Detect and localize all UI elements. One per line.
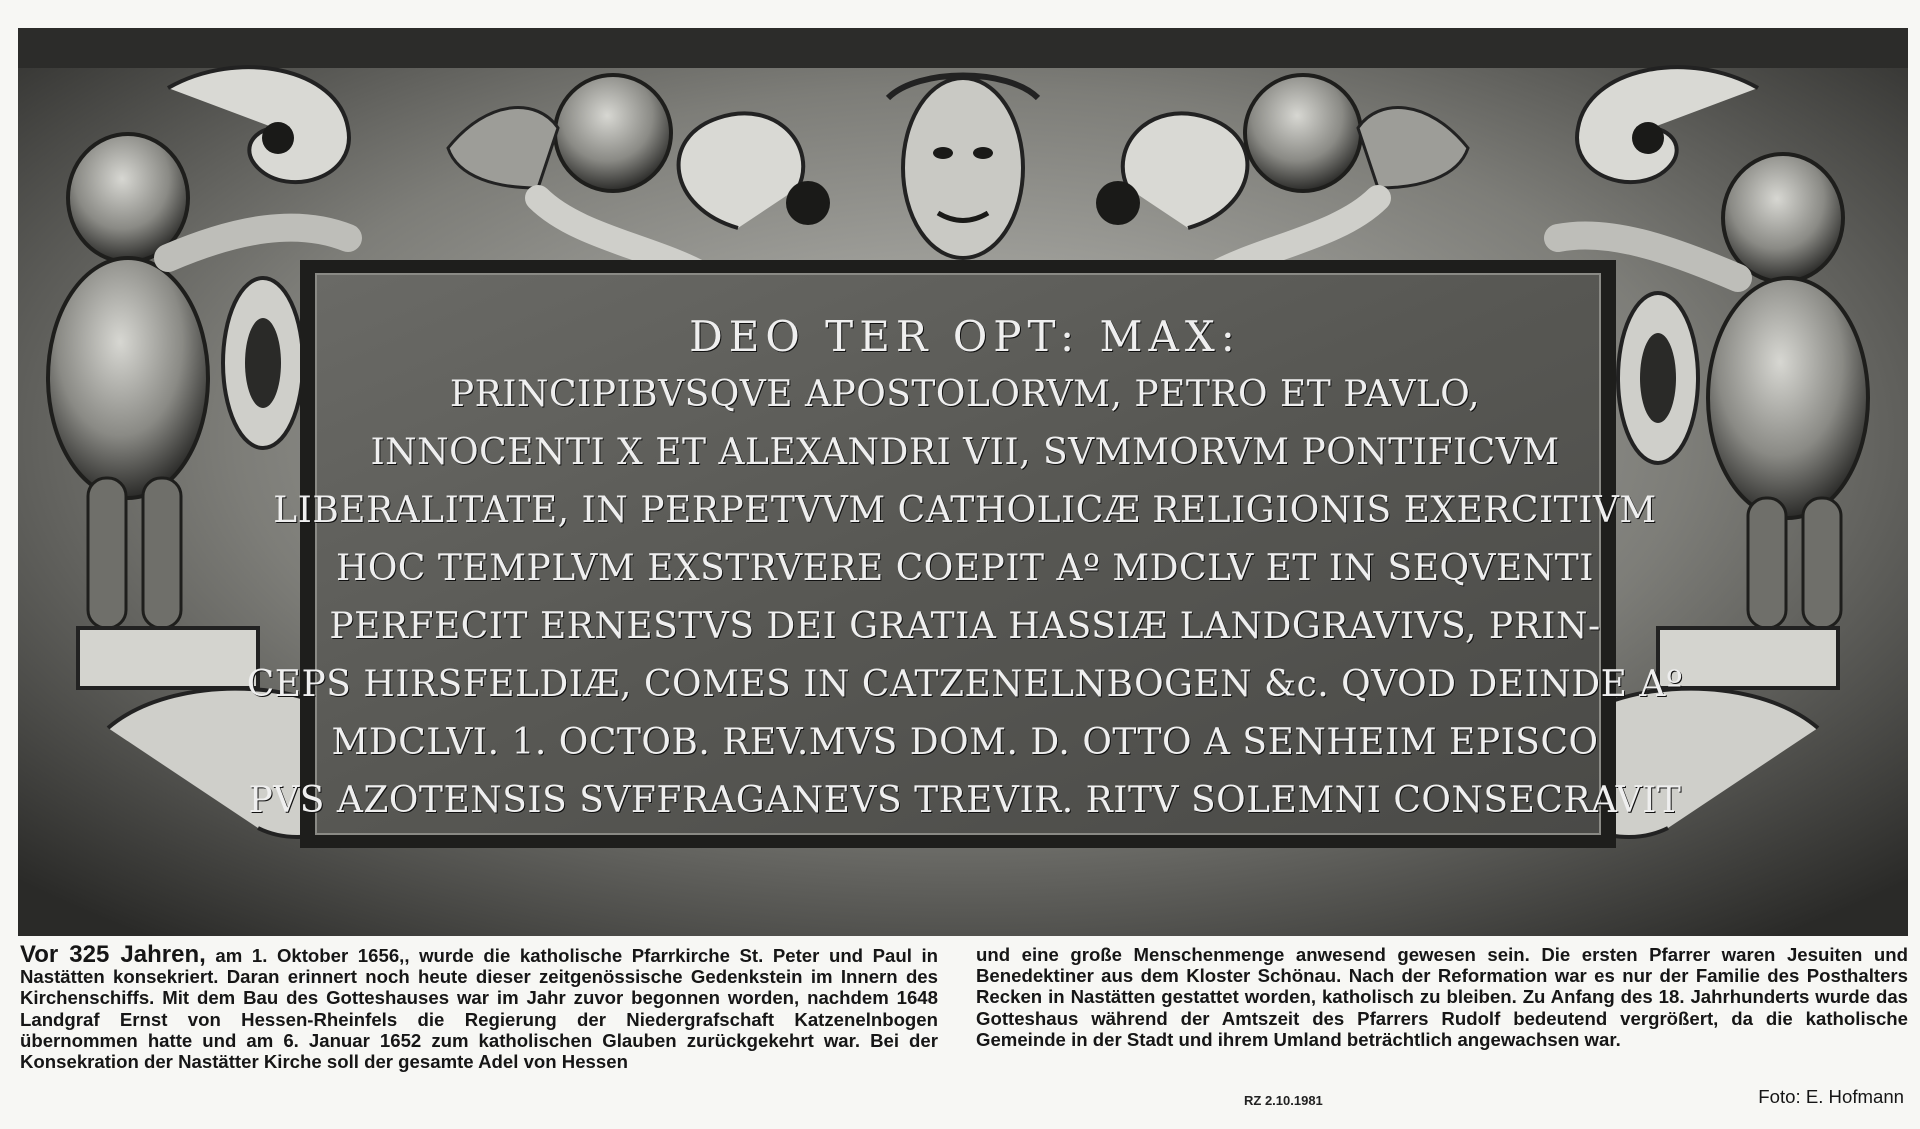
clipping-reference: RZ 2.10.1981 bbox=[1244, 1093, 1323, 1108]
plaque-line: PERFECIT ERNESTVS DEI GRATIA HASSIÆ LANDGRAVIVS, PRIN- bbox=[329, 606, 1601, 647]
plaque-line: PRINCIPIBVSQVE APOSTOLORVM, PETRO ET PAVLO, bbox=[449, 374, 1481, 415]
memorial-stone-photo bbox=[18, 28, 1908, 936]
plaque-line: DEO TER OPT: MAX: bbox=[689, 312, 1241, 361]
plaque-line: HOC TEMPLVM EXSTRVERE COEPIT Aº MDCLV ET IN SEQVENTI bbox=[335, 548, 1595, 589]
caption-left-column bbox=[20, 941, 938, 1073]
caption-right-column: und eine große Menschenmenge anwesend gewesen sein. Die ersten Pfarrer waren Jesuiten und Benedektiner aus dem Kloster Schönau. Nach der Reformation war es nur der Familie des Posthalters Recken in Nastätten gestattet worden, katholisch zu bleiben. Zu Anfang des 18. Jahrhunderts wurde das Gotteshaus während der Amtszeit des Pfarrers Rudolf bedeutend vergrößert, da die katholische Gemeinde in der Stadt und ihrem Umland beträchtlich angewachsen war. bbox=[976, 944, 1908, 1050]
plaque-line: MDCLVI. 1. OCTOB. REV.MVS DOM. D. OTTO A SENHEIM EPISCO bbox=[331, 722, 1599, 763]
caption-left-text: am 1. Oktober 1656,, wurde die katholische Pfarrkirche St. Peter und Paul in Nastätten konsekriert. Daran erinnert noch heute dieser zeitgenössische Gedenkstein im Innern des Kirchenschiffs. Mit dem Bau des Gotteshauses war im Jahr zuvor begonnen worden, nachdem 1648 Landgraf Ernst von Hessen-Rheinfels die Regierung der Niedergrafschaft Katzenelnbogen übernommen hatte und am 6. Januar 1652 zum katholischen Glauben zurückgekehrt war. Bei der Konsekration der Nastätter Kirche soll der gesamte Adel von Hessen bbox=[20, 945, 938, 1073]
plaque-line: INNOCENTI X ET ALEXANDRI VII, SVMMORVM PONTIFICVM bbox=[370, 432, 1560, 473]
photo-credit: Foto: E. Hofmann bbox=[1758, 1086, 1904, 1107]
caption-lead: Vor 325 Jahren, bbox=[20, 941, 206, 968]
plaque-line: PVS AZOTENSIS SVFFRAGANEVS TREVIR. RITV SOLEMNI CONSECRAVIT bbox=[248, 780, 1682, 821]
plaque-line: CEPS HIRSFELDIÆ, COMES IN CATZENELNBOGEN &c. QVOD DEINDE Aº bbox=[246, 664, 1684, 705]
plaque-inscription bbox=[246, 312, 1684, 824]
plaque-line: LIBERALITATE, IN PERPETVVM CATHOLICÆ RELIGIONIS EXERCITIVM bbox=[273, 490, 1657, 531]
